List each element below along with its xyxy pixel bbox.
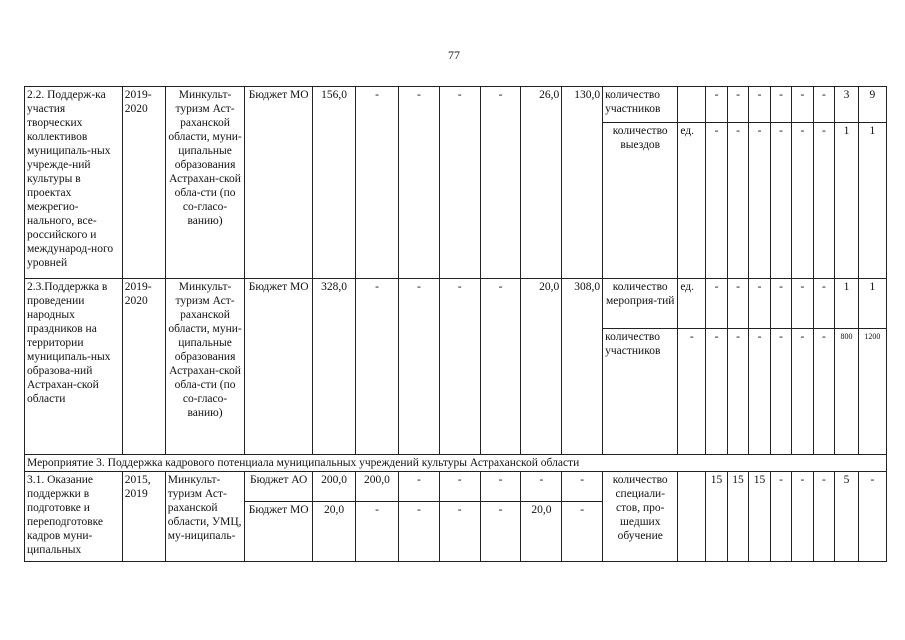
funding-2018: - bbox=[480, 87, 521, 279]
funding-2015: - bbox=[356, 87, 399, 279]
table-row bbox=[25, 87, 887, 123]
table-row bbox=[25, 472, 887, 502]
indicator-value: - bbox=[813, 329, 834, 455]
funding-2016: - bbox=[398, 279, 439, 455]
funding-2019: 20,0 bbox=[521, 279, 562, 455]
indicator-value: 1 bbox=[858, 279, 886, 329]
activity-executor: Минкульт-туризм Аст-раханской области, УМЦ, му-ниципаль- bbox=[165, 472, 245, 562]
funding-total: 328,0 bbox=[313, 279, 356, 455]
indicator-value: - bbox=[749, 87, 770, 123]
funding-source: Бюджет МО bbox=[245, 87, 313, 279]
indicator-value: 15 bbox=[749, 472, 770, 562]
indicator-value: 1 bbox=[858, 123, 886, 279]
activity-name: 3.1. Оказание поддержки в подготовке и переподготовке кадров муни-ципальных bbox=[25, 472, 123, 562]
indicator-unit bbox=[678, 472, 706, 562]
indicator-value: - bbox=[727, 87, 748, 123]
indicator-value: - bbox=[858, 472, 886, 562]
funding-2015: - bbox=[356, 279, 399, 455]
indicator-name: количество выездов bbox=[603, 123, 678, 279]
funding-2015: - bbox=[356, 502, 399, 562]
funding-total: 200,0 bbox=[313, 472, 356, 502]
indicator-value: - bbox=[727, 123, 748, 279]
funding-2020: - bbox=[562, 502, 603, 562]
indicator-value: 800 bbox=[835, 329, 859, 455]
indicator-value: - bbox=[792, 123, 813, 279]
funding-source: Бюджет МО bbox=[245, 502, 313, 562]
funding-2017: - bbox=[439, 87, 480, 279]
measure-title: Мероприятие 3. Поддержка кадрового потенциала муниципальных учреждений культуры Астраханской области bbox=[25, 455, 887, 472]
indicator-value: - bbox=[792, 87, 813, 123]
indicator-value: - bbox=[770, 279, 791, 329]
indicator-value: - bbox=[792, 329, 813, 455]
activity-executor: Минкульт-туризм Аст-раханской области, муни-ципальные образования Астрахан-ской обла-сти (по со-гласо-ванию) bbox=[165, 279, 245, 455]
indicator-value: - bbox=[749, 279, 770, 329]
activity-years: 2019-2020 bbox=[122, 87, 165, 279]
activity-name: 2.2. Поддерж-ка участия творческих коллективов муниципаль-ных учрежде-ний культуры в проектах межрегио-нального, все-российского и международ-ного уровней bbox=[25, 87, 123, 279]
indicator-value: - bbox=[706, 329, 727, 455]
activity-executor: Минкульт-туризм Аст-раханской области, муни-ципальные образования Астрахан-ской обла-сти (по со-гласо-ванию) bbox=[165, 87, 245, 279]
indicator-value: - bbox=[770, 329, 791, 455]
indicator-value: - bbox=[770, 472, 791, 562]
indicator-value: - bbox=[792, 472, 813, 562]
activity-years: 2019-2020 bbox=[122, 279, 165, 455]
funding-2020: 308,0 bbox=[562, 279, 603, 455]
indicator-value: - bbox=[706, 123, 727, 279]
indicator-value: 3 bbox=[835, 87, 859, 123]
indicator-unit: - bbox=[678, 329, 706, 455]
indicator-value: - bbox=[770, 87, 791, 123]
indicator-value: - bbox=[727, 329, 748, 455]
indicator-value: - bbox=[706, 87, 727, 123]
indicator-unit: ед. bbox=[678, 279, 706, 329]
indicator-value: - bbox=[813, 123, 834, 279]
indicator-unit bbox=[678, 87, 706, 123]
funding-2017: - bbox=[439, 279, 480, 455]
funding-2020: - bbox=[562, 472, 603, 502]
funding-2016: - bbox=[398, 502, 439, 562]
indicator-value: - bbox=[813, 87, 834, 123]
indicator-value: 5 bbox=[835, 472, 859, 562]
funding-2018: - bbox=[480, 279, 521, 455]
indicator-value: - bbox=[792, 279, 813, 329]
activity-name: 2.3.Поддержка в проведении народных праздников на территории муниципаль-ных образова-ний Астрахан-ской области bbox=[25, 279, 123, 455]
indicator-value: - bbox=[813, 472, 834, 562]
funding-2019: - bbox=[521, 472, 562, 502]
funding-2015: 200,0 bbox=[356, 472, 399, 502]
program-table bbox=[24, 86, 887, 562]
funding-source: Бюджет МО bbox=[245, 279, 313, 455]
funding-2018: - bbox=[480, 502, 521, 562]
indicator-value: - bbox=[813, 279, 834, 329]
funding-2017: - bbox=[439, 472, 480, 502]
indicator-value: 9 bbox=[858, 87, 886, 123]
funding-2018: - bbox=[480, 472, 521, 502]
indicator-name: количество мероприя-тий bbox=[603, 279, 678, 329]
funding-2020: 130,0 bbox=[562, 87, 603, 279]
page-number: 77 bbox=[448, 48, 460, 62]
indicator-value: 1200 bbox=[858, 329, 886, 455]
funding-total: 20,0 bbox=[313, 502, 356, 562]
funding-source: Бюджет АО bbox=[245, 472, 313, 502]
indicator-name: количество участников bbox=[603, 87, 678, 123]
indicator-value: - bbox=[770, 123, 791, 279]
indicator-value: 1 bbox=[835, 123, 859, 279]
indicator-value: - bbox=[706, 279, 727, 329]
funding-2019: 26,0 bbox=[521, 87, 562, 279]
funding-2016: - bbox=[398, 472, 439, 502]
indicator-value: 15 bbox=[727, 472, 748, 562]
indicator-name: количество участников bbox=[603, 329, 678, 455]
indicator-unit: ед. bbox=[678, 123, 706, 279]
funding-total: 156,0 bbox=[313, 87, 356, 279]
indicator-value: - bbox=[727, 279, 748, 329]
indicator-value: 15 bbox=[706, 472, 727, 562]
indicator-value: 1 bbox=[835, 279, 859, 329]
funding-2019: 20,0 bbox=[521, 502, 562, 562]
table-row bbox=[25, 279, 887, 329]
indicator-value: - bbox=[749, 123, 770, 279]
activity-years: 2015, 2019 bbox=[122, 472, 165, 562]
measure-row bbox=[25, 455, 887, 472]
indicator-name: количество специали-стов, про-шедших обучение bbox=[603, 472, 678, 562]
funding-2016: - bbox=[398, 87, 439, 279]
indicator-value: - bbox=[749, 329, 770, 455]
funding-2017: - bbox=[439, 502, 480, 562]
